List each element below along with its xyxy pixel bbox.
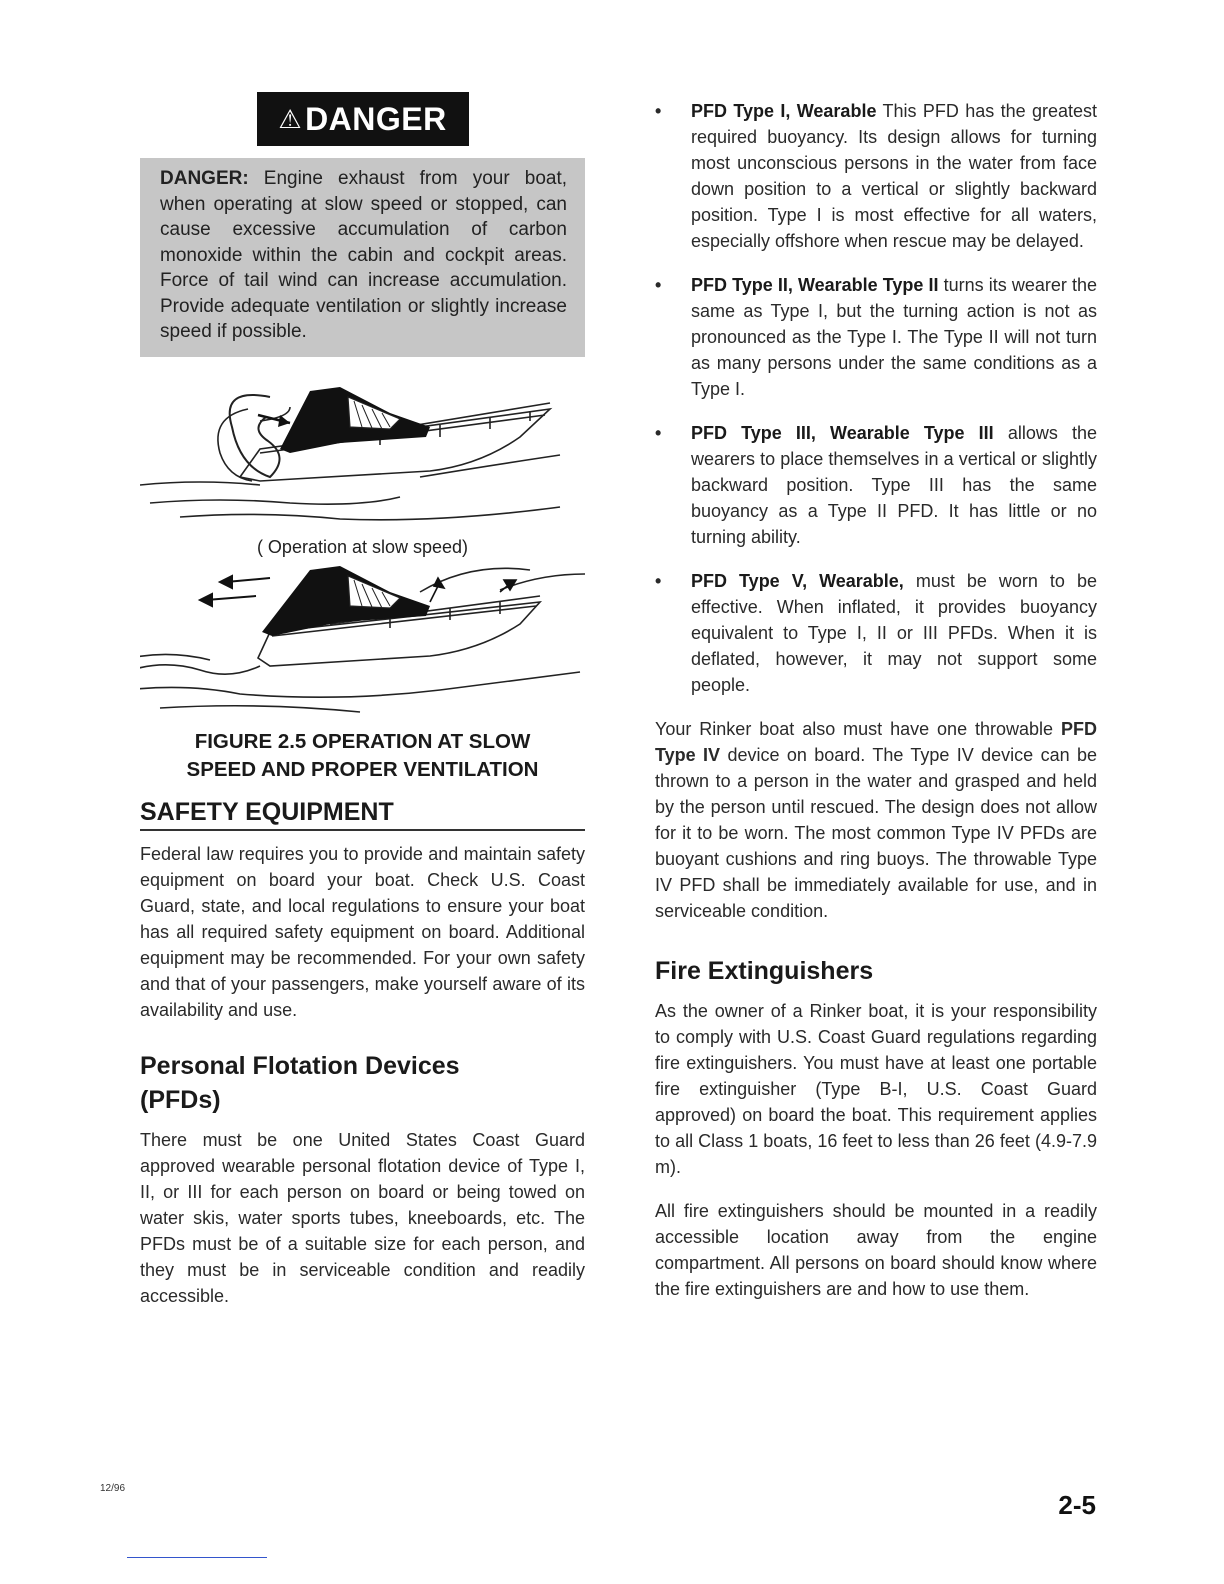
pfd-type-text: This PFD has the greatest required buoyancy. Its design allows for turning most unconscious persons in the water from face down position to a vertical or slightly backward position. Type I is most effective for all waters, especially offshore when rescue may be delayed. [691,101,1097,251]
boat-slow-speed-illustration [140,357,585,535]
danger-lead: DANGER: [160,168,249,189]
warning-triangle-icon: ⚠ [278,104,303,134]
throwable-pfd-text [655,716,1097,924]
bullet: • [655,423,662,443]
fire-extinguishers-heading: Fire Extinguishers [655,957,874,985]
pfd-heading-line2: (PFDs) [140,1085,221,1114]
figure-title-line1: FIGURE 2.5 OPERATION AT SLOW [194,729,531,753]
throwable-bold: PFD Type IV [655,719,1097,765]
list-item [655,272,1097,402]
danger-badge-label: DANGER [305,101,447,137]
pfd-type-label: PFD Type III, Wearable Type III [691,423,994,443]
list-item [655,420,1097,550]
bullet: • [655,571,662,591]
pfd-type-label: PFD Type I, Wearable [691,101,877,121]
pfd-type-label: PFD Type V, Wearable, [691,571,904,591]
safety-equipment-text: Federal law requires you to provide and maintain safety equipment on board your boat. Check U.S. Coast Guard, state, and local regulations to ensure your boat has all required safety equipment on board. Additional equipment may be recommended. For your own safety and that of your passengers, make yourself aware of its availability and use. [140,843,585,1020]
pfd-type-list [655,98,1097,698]
pfd-type-text: turns its wearer the same as Type I, but the turning action is not as pronounced as the Type I. The Type II will not turn as many persons under the same conditions as a Type I. [691,275,1097,399]
pfd-type-label: PFD Type II, Wearable Type II [691,275,939,295]
pfd-text: There must be one United States Coast Guard approved wearable personal flotation device of Type I, II, or III for each person on board or being towed on water skis, water sports tubes, kneeboards, etc. The PFDs must be of a suitable size for each person, and they must be in serviceable condition and readily accessible. [140,1129,585,1306]
left-column [140,90,585,1309]
figure-caption-slow-speed: ( Operation at slow speed) [256,536,469,557]
page-number: 2-5 [1058,1490,1096,1520]
footer-date: 12/96 [100,1483,126,1494]
danger-text: Engine exhaust from your boat, when operating at slow speed or stopped, can cause excessive accumulation of carbon monoxide within the cabin and cockpit areas. Force of tail wind can increase accumulation. Provide adequate ventilation or slightly increase speed if possible. [160,168,568,342]
throwable-pre: Your Rinker boat also must have one throwable [655,719,1054,739]
list-item [655,568,1097,698]
figure-2-5 [140,357,585,784]
fire-extinguishers-para2: All fire extinguishers should be mounted in a readily accessible location away from the engine compartment. All persons on board should know where the fire extinguishers are and how to use them. [655,1201,1097,1299]
figure-title-line2: SPEED AND PROPER VENTILATION [186,757,539,781]
pfd-type-text: allows the wearers to place themselves in a vertical or slightly backward position. Type III has the same buoyancy as a Type II PFD. It has little or no turning ability. [691,423,1097,547]
pfd-type-text: must be worn to be effective. When inflated, it provides buoyancy equivalent to Type I, II or III PFDs. When it is deflated, however, it may not support some people. [691,571,1097,695]
bullet: • [655,101,662,121]
danger-badge [257,92,469,146]
list-item [655,98,1097,254]
danger-notice [140,158,585,357]
right-column [655,98,1097,1302]
bullet: • [655,275,662,295]
pfd-heading [140,1049,585,1117]
pfd-heading-line1: Personal Flotation Devices [140,1051,460,1080]
throwable-post: device on board. The Type IV device can be thrown to a person in the water and grasped and held by the person until rescued. The design does not allow for it to be worn. The most common Type IV PFDs are buoyant cushions and ring buoys. The throwable Type IV PFD shall be immediately available for use, and in serviceable condition. [655,745,1097,921]
boat-ventilation-illustration [140,562,585,722]
footer-rule [127,1557,267,1558]
safety-equipment-heading: SAFETY EQUIPMENT [140,798,585,831]
fire-extinguishers-para1: As the owner of a Rinker boat, it is your responsibility to comply with U.S. Coast Guard regulations regarding fire extinguishers. You must have at least one portable fire extinguisher (Type B-I, U.S. Coast Guard approved) on board the boat. This requirement applies to all Class 1 boats, 16 feet to less than 26 feet (4.9-7.9 m). [655,1001,1097,1177]
figure-title [140,728,585,784]
